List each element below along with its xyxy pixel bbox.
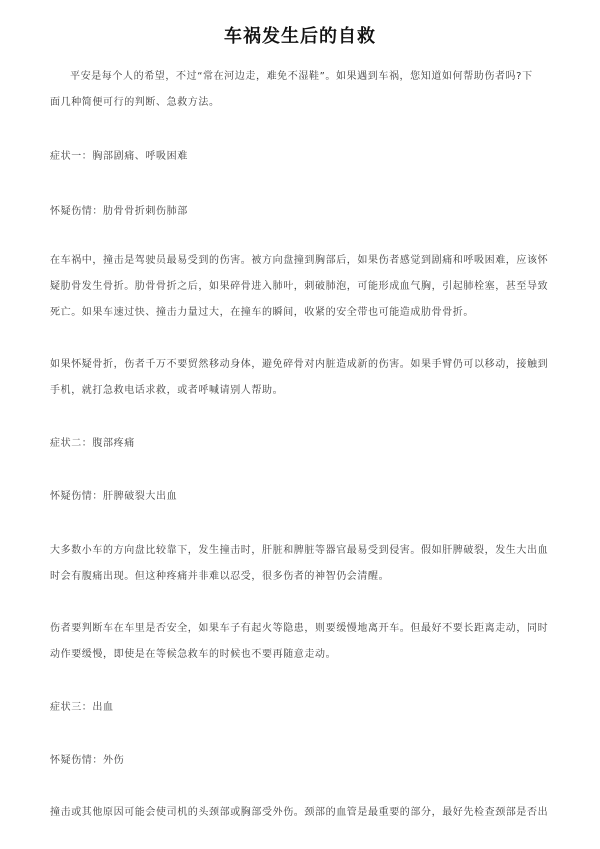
text-line: 时会有腹痛出现。但这种疼痛并非难以忍受，很多伤者的神智仍会清醒。 [50,571,390,582]
text-line: 怀疑伤情：肝脾破裂大出血 [50,491,178,502]
paragraph-4 [50,616,550,668]
text-line: 症状三：出血 [50,702,114,713]
suspect-3-heading [50,748,550,774]
text-line: 撞击或其他原因可能会使司机的头颈部或胸部受外伤。颈部的血管是最重要的部分，最好先检查颈部是否出 [50,807,549,818]
suspect-2-heading [50,484,550,510]
text-line: 怀疑伤情：外伤 [50,755,125,766]
suspect-1-heading [50,199,550,225]
text-line: 疑肋骨发生骨折。肋骨骨折之后，如果碎骨进入肺叶，刺破肺泡，可能形成血气胸，引起肺栓塞，甚至导致 [50,281,549,292]
text-line: 怀疑伤情：肋骨骨折刺伤肺部 [50,206,188,217]
paragraph-5 [50,800,550,826]
symptom-2-heading [50,431,550,457]
text-line: 症状一：胸部剧痛、呼吸困难 [50,151,188,162]
text-line: 症状二：腹部疼痛 [50,438,135,449]
document-title: 车祸发生后的自救 [224,26,376,47]
text-line: 伤者要判断车在车里是否安全，如果车子有起火等隐患，则要缓慢地离开车。但最好不要长距离走动，同时 [50,623,549,634]
text-line: 在车祸中，撞击是驾驶员最易受到的伤害。被方向盘撞到胸部后，如果伤者感觉到剧痛和呼吸困难，应该怀 [50,255,549,266]
text-line: 大多数小车的方向盘比较靠下，发生撞击时，肝脏和脾脏等器官最易受到侵害。假如肝脾破裂，发生大出血 [50,545,549,556]
symptom-1-heading [50,144,550,170]
paragraph-2 [50,352,550,404]
paragraph-3 [50,538,550,590]
intro-paragraph [50,64,550,116]
text-line: 手机，就打急救电话求救，或者呼喊请别人帮助。 [50,385,284,396]
paragraph-1 [50,248,550,326]
text-line: 死亡。如果车速过快、撞击力量过大，在撞车的瞬间，收紧的安全带也可能造成肋骨骨折。 [50,307,474,318]
text-line: 平安是每个人的希望，不过“常在河边走，难免不湿鞋”。如果遇到车祸，您知道如何帮助伤者吗?下 [70,71,533,82]
text-line: 面几种简便可行的判断、急救方法。 [50,97,220,108]
symptom-3-heading [50,695,550,721]
text-line: 如果怀疑骨折，伤者千万不要贸然移动身体，避免碎骨对内脏造成新的伤害。如果手臂仍可以移动，接触到 [50,359,549,370]
text-line: 动作要缓慢，即使是在等候急救车的时候也不要再随意走动。 [50,649,337,660]
